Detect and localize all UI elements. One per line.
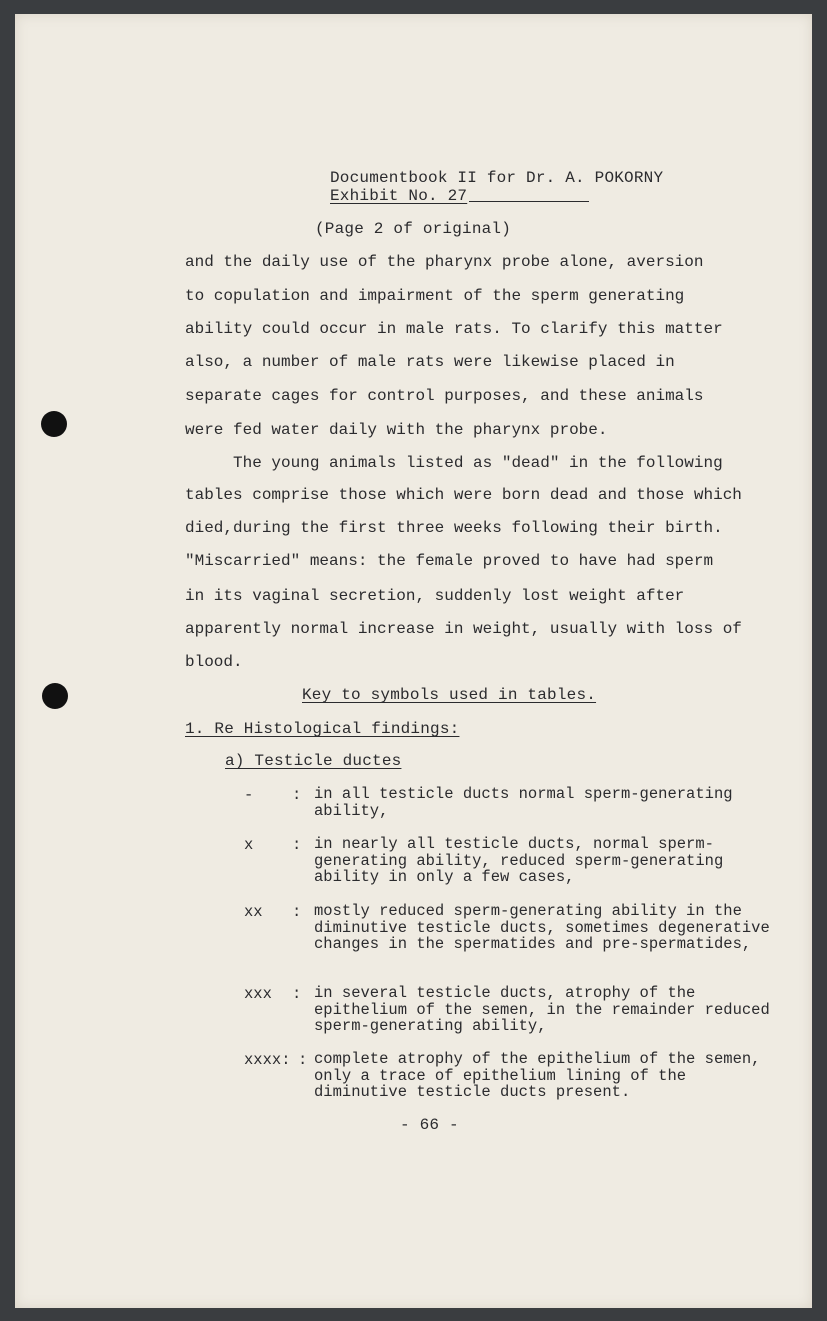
body-line: died,during the first three weeks following their birth.	[185, 519, 723, 537]
body-line: to copulation and impairment of the sperm generating	[185, 287, 685, 305]
punch-hole	[41, 411, 67, 437]
body-line: apparently normal increase in weight, usually with loss of	[185, 620, 742, 638]
page-number: - 66 -	[400, 1116, 459, 1134]
body-line: The young animals listed as "dead" in the following	[233, 454, 723, 472]
key-title: Key to symbols used in tables.	[302, 686, 597, 704]
exhibit-label: Exhibit No. 27	[330, 187, 468, 205]
punch-hole	[42, 683, 68, 709]
symbol-label: xxxx:	[244, 1051, 291, 1069]
symbol-definition: mostly reduced sperm-generating ability in the diminutive testicle ducts, sometimes degenerative changes in the spermatides and pre-spermatides,	[314, 902, 770, 953]
body-line: ability could occur in male rats. To clarify this matter	[185, 320, 723, 338]
body-line: blood.	[185, 653, 243, 671]
body-line: also, a number of male rats were likewise placed in	[185, 353, 675, 371]
document-page	[15, 14, 812, 1308]
symbol-definition: in several testicle ducts, atrophy of the epithelium of the semen, in the remainder reduced sperm-generating ability,	[314, 984, 770, 1035]
body-line: separate cages for control purposes, and these animals	[185, 387, 704, 405]
symbol-label: xxx	[244, 985, 272, 1003]
body-line: were fed water daily with the pharynx probe.	[185, 421, 608, 439]
section-heading: 1. Re Histological findings:	[185, 720, 460, 738]
exhibit-number	[330, 187, 589, 205]
body-line: tables comprise those which were born dead and those which	[185, 486, 742, 504]
symbol-label: xx	[244, 903, 263, 921]
symbol-label: -	[244, 786, 254, 804]
page-note: (Page 2 of original)	[315, 220, 512, 238]
symbol-label: x	[244, 836, 254, 854]
body-line: in its vaginal secretion, suddenly lost weight after	[185, 587, 685, 605]
body-line: "Miscarried" means: the female proved to have had sperm	[185, 552, 714, 570]
symbol-definition: complete atrophy of the epithelium of the semen, only a trace of epithelium lining of the diminutive testicle ducts present.	[314, 1050, 761, 1101]
body-line: and the daily use of the pharynx probe alone, aversion	[185, 253, 704, 271]
symbol-definition: in all testicle ducts normal sperm-generating ability,	[314, 785, 733, 820]
subsection-heading: a) Testicle ductes	[225, 752, 402, 770]
symbol-definition: in nearly all testicle ducts, normal sperm-generating ability, reduced sperm-generating ability in only a few cases,	[314, 835, 724, 886]
document-header: Documentbook II for Dr. A. POKORNY	[330, 169, 664, 187]
